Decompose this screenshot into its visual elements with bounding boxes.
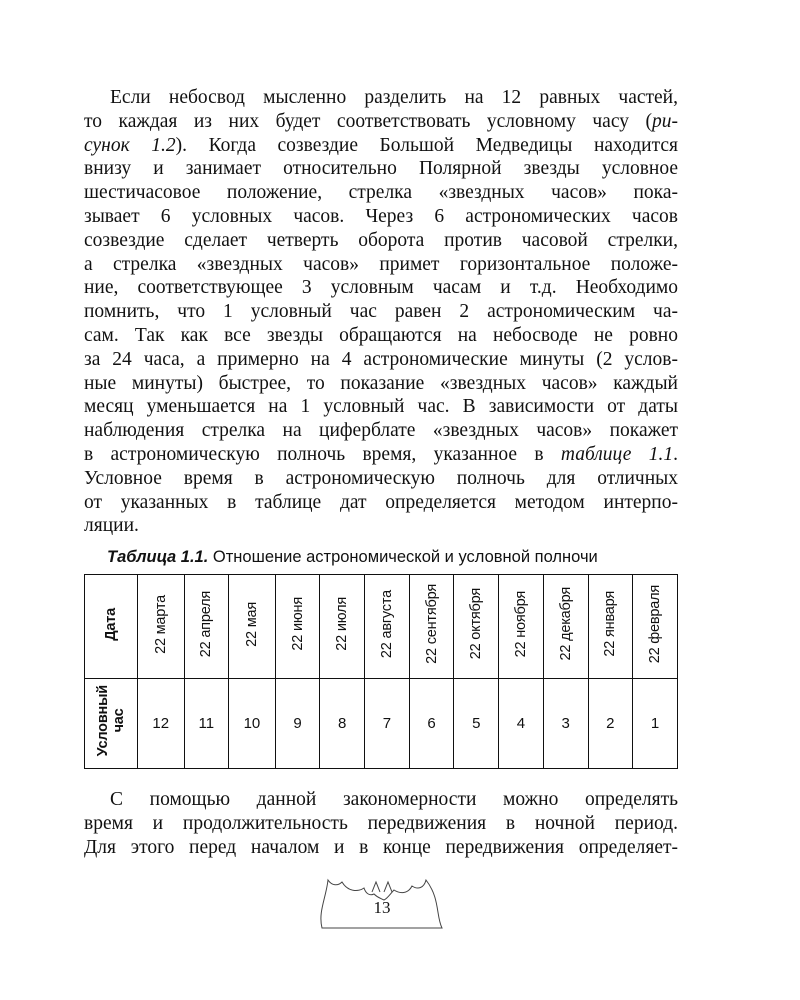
hour-cell: 1 — [633, 679, 678, 769]
text-line: шестичасовое положение, стрелка «звездных часов» пока- — [84, 182, 678, 204]
table-header-cell — [85, 575, 138, 679]
text-line: сам. Так как все звезды обращаются на небосводе не ровно — [84, 324, 678, 346]
date-cell: 22 марта — [138, 575, 185, 679]
hour-cell: 8 — [320, 679, 365, 769]
table-caption-label: Таблица 1.1. — [107, 548, 209, 566]
text-line: помнить, что 1 условный час равен 2 астрономическим ча- — [84, 301, 678, 323]
text-line: ляции. — [84, 515, 139, 537]
table-caption — [107, 548, 598, 567]
hour-cell: 5 — [454, 679, 499, 769]
main-paragraph — [84, 86, 678, 538]
row-header-date: Дата — [103, 607, 119, 641]
text-line: Условное время в астрономическую полночь для отличных — [84, 467, 678, 489]
hour-cell: 11 — [184, 679, 229, 769]
text-line: в астрономическую полночь время, указанное в таблице 1.1. — [84, 443, 678, 465]
table-row-dates — [85, 575, 678, 679]
table-header-cell — [85, 679, 138, 769]
text-line: Для этого перед началом и в конце передвижения определяет- — [84, 836, 678, 858]
text-line: созвездие сделает четверть оборота против часовой стрелки, — [84, 229, 678, 251]
date-cell: 22 апреля — [184, 575, 229, 679]
table-row-hours — [85, 679, 678, 769]
hour-cell: 6 — [409, 679, 454, 769]
hour-cell: 2 — [588, 679, 633, 769]
text-line: Если небосвод мысленно разделить на 12 равных частей, — [110, 87, 678, 108]
date-cell: 22 июля — [320, 575, 365, 679]
date-cell: 22 февраля — [633, 575, 678, 679]
text-line: С помощью данной закономерности можно определять — [110, 789, 678, 810]
hour-cell: 7 — [365, 679, 410, 769]
text-line: а стрелка «звездных часов» примет горизонтальное положе- — [84, 253, 678, 275]
date-cell: 22 июня — [275, 575, 320, 679]
hour-cell: 12 — [138, 679, 185, 769]
date-cell: 22 августа — [365, 575, 410, 679]
hour-cell: 10 — [229, 679, 276, 769]
text-line: от указанных в таблице дат определяется методом интерпо- — [84, 491, 678, 513]
table-reference: таблице 1.1 — [560, 443, 674, 465]
text-line: сунок 1.2). Когда созвездие Большой Медведицы находится — [84, 134, 678, 156]
date-cell: 22 мая — [229, 575, 276, 679]
row-header-hour: Условный час — [95, 685, 127, 757]
date-cell: 22 октября — [454, 575, 499, 679]
page-number: 13 — [373, 898, 391, 917]
page-number-ornament — [318, 876, 446, 932]
text-line: ние, соответствующее 3 условным часам и т.д. Необходимо — [84, 277, 678, 299]
figure-reference: сунок 1.2 — [84, 134, 176, 156]
date-cell: 22 декабря — [543, 575, 588, 679]
date-cell: 22 сентября — [409, 575, 454, 679]
text-line: время и продолжительность передвижения в ночной период. — [84, 812, 678, 834]
hour-cell: 9 — [275, 679, 320, 769]
text-line: зывает 6 условных часов. Через 6 астрономических часов — [84, 205, 678, 227]
second-paragraph — [84, 788, 678, 859]
text-line: за 24 часа, а примерно на 4 астрономические минуты (2 услов- — [84, 348, 678, 370]
hour-cell: 4 — [499, 679, 544, 769]
text-line: наблюдения стрелка на циферблате «звездных часов» покажет — [84, 420, 678, 442]
text-line: внизу и занимает относительно Полярной звезды условное — [84, 158, 678, 180]
table-caption-text: Отношение астрономической и условной полночи — [208, 548, 598, 566]
text-line: месяц уменьшается на 1 условный час. В зависимости от даты — [84, 396, 678, 418]
hour-cell: 3 — [543, 679, 588, 769]
date-cell: 22 ноября — [499, 575, 544, 679]
midnight-table — [84, 574, 678, 769]
date-cell: 22 января — [588, 575, 633, 679]
figure-reference: ри- — [652, 110, 678, 132]
text-line: ные минуты) быстрее, то показание «звездных часов» каждый — [84, 372, 678, 394]
text-line: то каждая из них будет соответствовать условному часу (ри- — [84, 110, 678, 132]
